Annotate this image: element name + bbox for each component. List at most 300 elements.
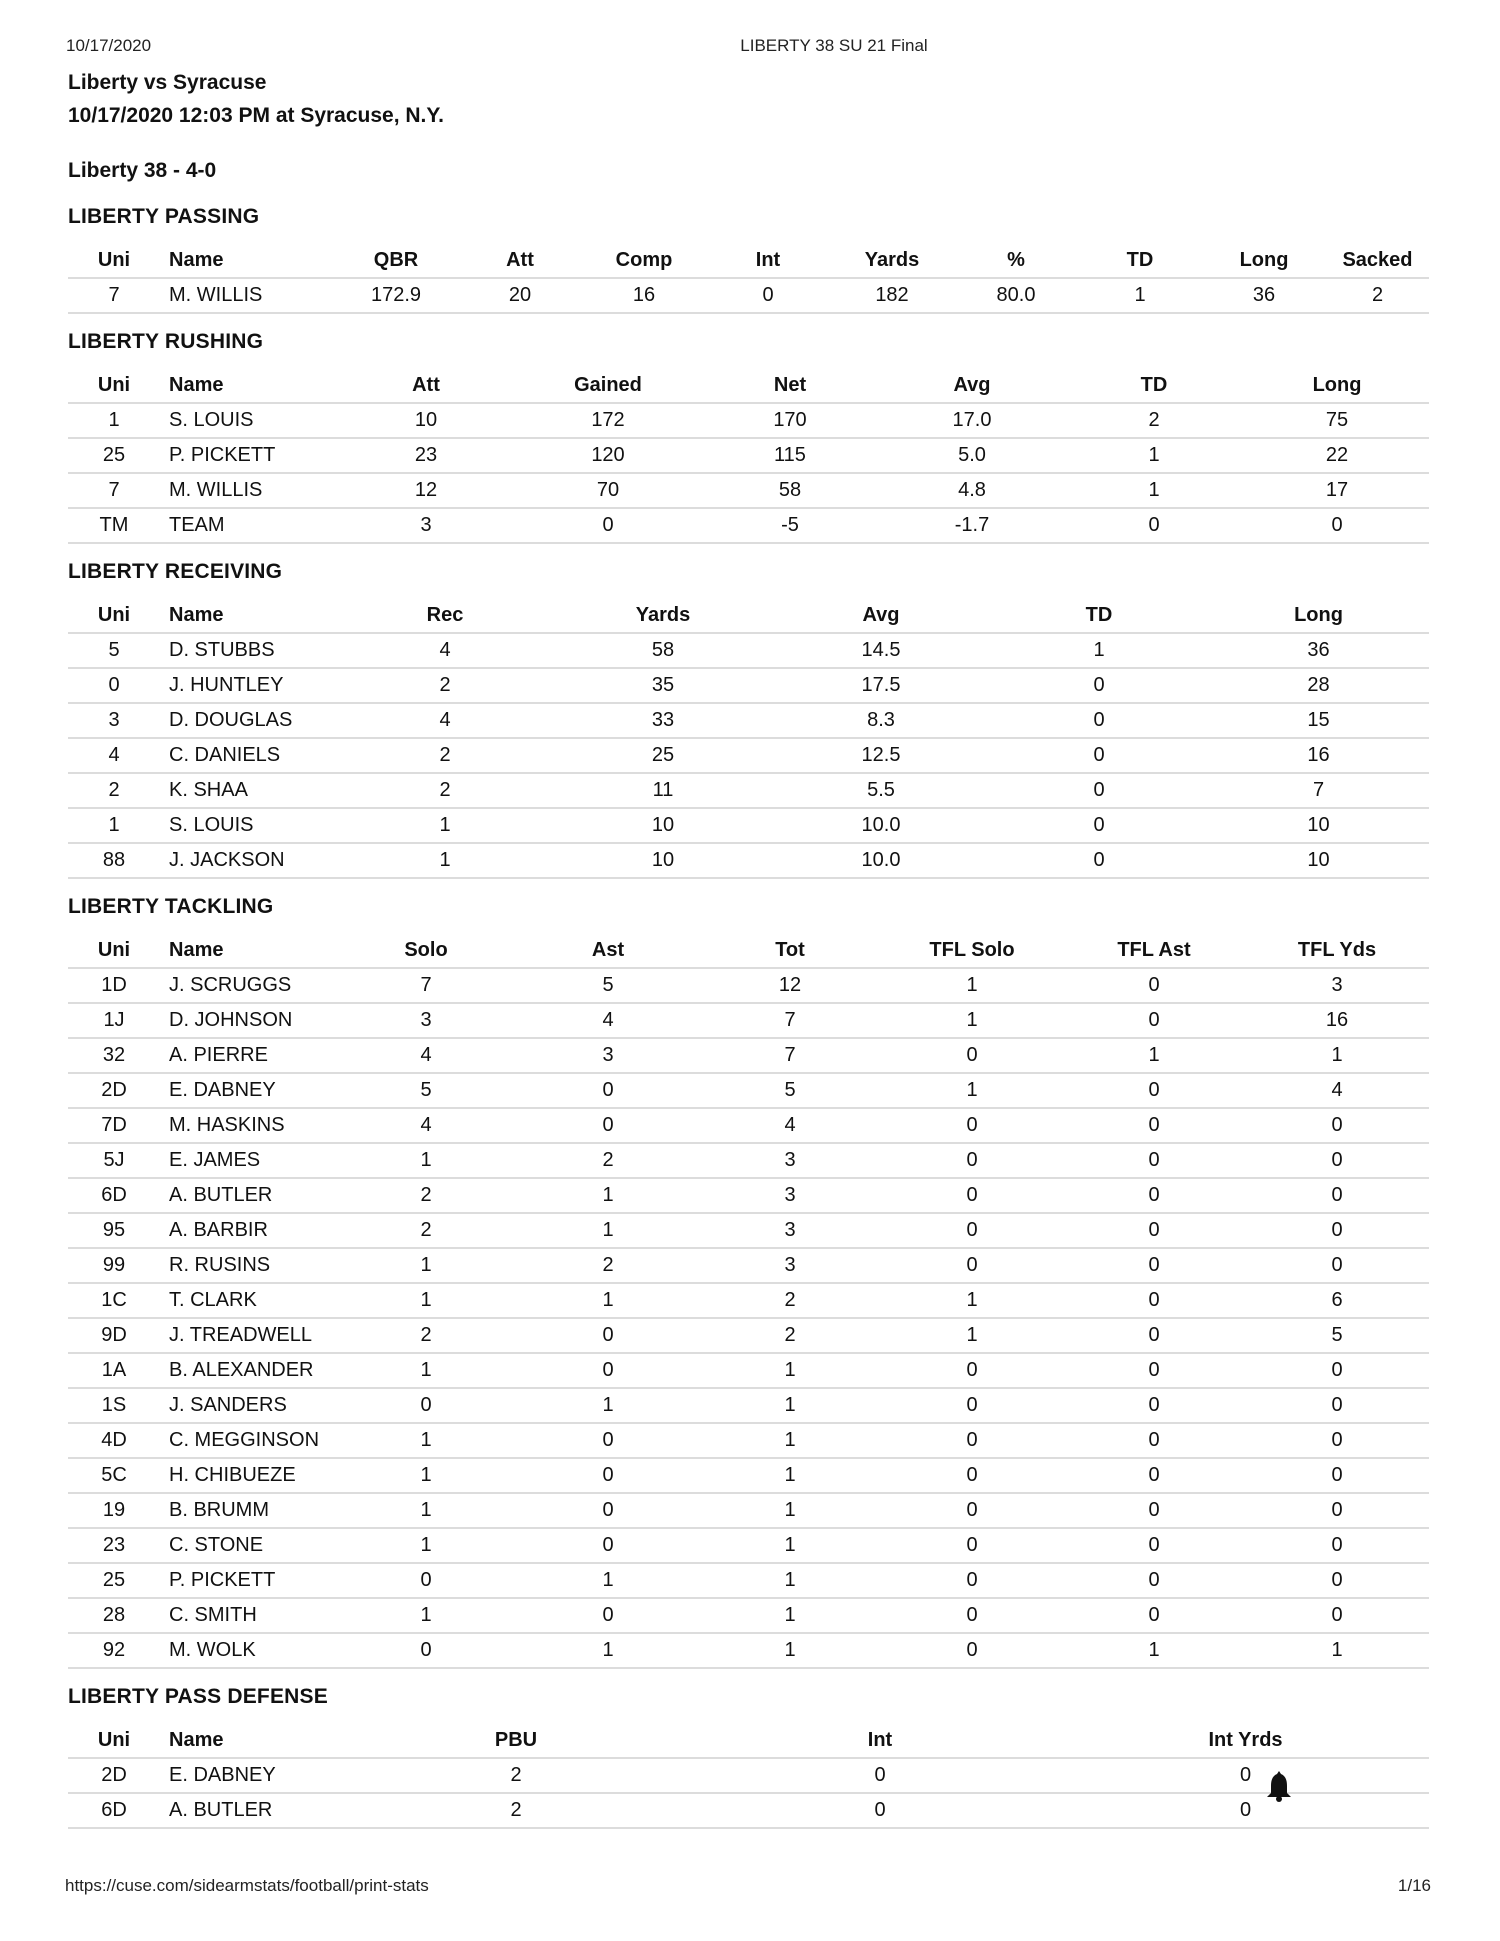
stat-cell: 14.5 — [772, 633, 990, 668]
stat-cell: 0 — [1245, 1213, 1429, 1248]
stat-cell: 0 — [1063, 1458, 1245, 1493]
table-header-row — [68, 934, 1429, 968]
player-name-cell: P. PICKETT — [160, 1563, 335, 1598]
uniform-cell: 5C — [68, 1458, 160, 1493]
column-header: Avg — [772, 599, 990, 633]
player-name-cell: M. WILLIS — [160, 278, 334, 313]
stat-cell: 4 — [335, 1108, 517, 1143]
stat-cell: 23 — [335, 438, 517, 473]
stat-cell: 0 — [881, 1178, 1063, 1213]
stat-cell: 1 — [881, 1318, 1063, 1353]
stat-cell: 10 — [554, 843, 772, 878]
stat-cell: 16 — [1245, 1003, 1429, 1038]
table-row — [68, 633, 1429, 668]
stat-cell: 1 — [517, 1388, 699, 1423]
stat-cell: 0 — [1063, 1073, 1245, 1108]
column-header: Yards — [554, 599, 772, 633]
uniform-cell: 1A — [68, 1353, 160, 1388]
player-name-cell: E. DABNEY — [160, 1073, 335, 1108]
player-name-cell: C. MEGGINSON — [160, 1423, 335, 1458]
stat-cell: 10 — [554, 808, 772, 843]
footer-url[interactable]: https://cuse.com/sidearmstats/football/print-stats — [65, 1876, 429, 1895]
stat-cell: 0 — [1245, 1178, 1429, 1213]
stat-cell: 3 — [517, 1038, 699, 1073]
player-name-cell: C. STONE — [160, 1528, 335, 1563]
stat-cell: 0 — [1245, 508, 1429, 543]
stat-cell: 0 — [990, 668, 1208, 703]
liberty-passing-heading: LIBERTY PASSING — [68, 205, 260, 228]
stat-cell: 0 — [1063, 1388, 1245, 1423]
stat-cell: 2 — [517, 1143, 699, 1178]
stat-cell: 0 — [1063, 1598, 1245, 1633]
column-header: Uni — [68, 244, 160, 278]
column-header: Name — [160, 599, 336, 633]
stat-cell: 0 — [881, 1633, 1063, 1668]
stat-cell: 0 — [335, 1633, 517, 1668]
stat-cell: 0 — [881, 1528, 1063, 1563]
column-header: Att — [335, 369, 517, 403]
stat-cell: 1 — [881, 968, 1063, 1003]
bell-icon[interactable] — [1266, 1770, 1292, 1802]
uniform-cell: 1 — [68, 808, 160, 843]
uniform-cell: 1J — [68, 1003, 160, 1038]
table-row — [68, 1493, 1429, 1528]
uniform-cell: 7 — [68, 473, 160, 508]
stat-cell: 0 — [881, 1388, 1063, 1423]
stat-cell: 0 — [1245, 1528, 1429, 1563]
stat-cell: 1 — [1063, 1038, 1245, 1073]
column-header: Att — [458, 244, 582, 278]
uniform-cell: 7D — [68, 1108, 160, 1143]
page-number: 1/16 — [1397, 1876, 1431, 1895]
stat-cell: 0 — [1245, 1388, 1429, 1423]
column-header: Rec — [336, 599, 554, 633]
stat-cell: 35 — [554, 668, 772, 703]
game-title: Liberty vs Syracuse — [68, 71, 267, 94]
stat-cell: 5 — [517, 968, 699, 1003]
game-subtitle: 10/17/2020 12:03 PM at Syracuse, N.Y. — [68, 104, 444, 127]
stat-cell: 10 — [1208, 843, 1429, 878]
stat-cell: 115 — [699, 438, 881, 473]
stat-cell: 182 — [830, 278, 954, 313]
stat-cell: 1 — [335, 1423, 517, 1458]
table-row — [68, 438, 1429, 473]
table-row — [68, 1388, 1429, 1423]
stat-cell: 7 — [1208, 773, 1429, 808]
column-header: TD — [1063, 369, 1245, 403]
table-header-row — [68, 1724, 1429, 1758]
stat-cell: 0 — [1062, 1793, 1429, 1828]
table-row — [68, 968, 1429, 1003]
liberty-pass-defense-table — [68, 1724, 1429, 1829]
stat-cell: 0 — [1063, 1178, 1245, 1213]
stat-cell: 4 — [699, 1108, 881, 1143]
column-header: Name — [160, 369, 335, 403]
table-row — [68, 1598, 1429, 1633]
stat-cell: 1 — [881, 1283, 1063, 1318]
stat-cell: 2 — [1326, 278, 1429, 313]
stat-cell: 1 — [335, 1528, 517, 1563]
uniform-cell: 2 — [68, 773, 160, 808]
stat-cell: 16 — [1208, 738, 1429, 773]
stat-cell: 17.5 — [772, 668, 990, 703]
stat-cell: 172.9 — [334, 278, 458, 313]
liberty-pass-defense-heading: LIBERTY PASS DEFENSE — [68, 1685, 328, 1708]
stat-cell: 4 — [336, 633, 554, 668]
table-row — [68, 473, 1429, 508]
table-row — [68, 843, 1429, 878]
column-header: Int — [706, 244, 830, 278]
stat-cell: 4 — [335, 1038, 517, 1073]
stat-cell: 0 — [990, 773, 1208, 808]
uniform-cell: 32 — [68, 1038, 160, 1073]
player-name-cell: E. DABNEY — [160, 1758, 334, 1793]
player-name-cell: D. JOHNSON — [160, 1003, 335, 1038]
column-header: Int Yrds — [1062, 1724, 1429, 1758]
stat-cell: 0 — [517, 1493, 699, 1528]
stat-cell: 7 — [699, 1003, 881, 1038]
player-name-cell: D. DOUGLAS — [160, 703, 336, 738]
column-header: Yards — [830, 244, 954, 278]
column-header: QBR — [334, 244, 458, 278]
stat-cell: 1 — [335, 1143, 517, 1178]
stat-cell: 1 — [517, 1283, 699, 1318]
uniform-cell: 23 — [68, 1528, 160, 1563]
stat-cell: 2 — [336, 773, 554, 808]
table-row — [68, 278, 1429, 313]
uniform-cell: 1D — [68, 968, 160, 1003]
player-name-cell: E. JAMES — [160, 1143, 335, 1178]
stat-cell: 0 — [1245, 1108, 1429, 1143]
uniform-cell: 9D — [68, 1318, 160, 1353]
stat-cell: 4 — [336, 703, 554, 738]
uniform-cell: 5 — [68, 633, 160, 668]
table-header-row — [68, 369, 1429, 403]
uniform-cell: 7 — [68, 278, 160, 313]
stat-cell: 0 — [990, 703, 1208, 738]
stat-cell: 5 — [1245, 1318, 1429, 1353]
stat-cell: 4 — [1245, 1073, 1429, 1108]
liberty-tackling-heading: LIBERTY TACKLING — [68, 895, 274, 918]
stat-cell: 8.3 — [772, 703, 990, 738]
stat-cell: 0 — [881, 1038, 1063, 1073]
stat-cell: 0 — [1063, 1423, 1245, 1458]
column-header: Avg — [881, 369, 1063, 403]
stat-cell: 0 — [881, 1143, 1063, 1178]
player-name-cell: TEAM — [160, 508, 335, 543]
stat-cell: 1 — [1078, 278, 1202, 313]
stat-cell: 1 — [335, 1598, 517, 1633]
stat-cell: 10 — [335, 403, 517, 438]
stat-cell: 17 — [1245, 473, 1429, 508]
stat-cell: 0 — [990, 808, 1208, 843]
player-name-cell: P. PICKETT — [160, 438, 335, 473]
stat-cell: 0 — [881, 1598, 1063, 1633]
player-name-cell: D. STUBBS — [160, 633, 336, 668]
stat-cell: 1 — [881, 1003, 1063, 1038]
table-row — [68, 1793, 1429, 1828]
uniform-cell: 2D — [68, 1073, 160, 1108]
stat-cell: -1.7 — [881, 508, 1063, 543]
stat-cell: 0 — [698, 1793, 1062, 1828]
stat-cell: 1 — [1245, 1633, 1429, 1668]
stat-cell: 7 — [699, 1038, 881, 1073]
stat-cell: 2 — [336, 668, 554, 703]
stat-cell: 17.0 — [881, 403, 1063, 438]
player-name-cell: J. HUNTLEY — [160, 668, 336, 703]
table-row — [68, 1283, 1429, 1318]
team-score: Liberty 38 - 4-0 — [68, 159, 217, 182]
stat-cell: 10 — [1208, 808, 1429, 843]
uniform-cell: 28 — [68, 1598, 160, 1633]
player-name-cell: A. PIERRE — [160, 1038, 335, 1073]
table-header-row — [68, 244, 1429, 278]
table-row — [68, 1528, 1429, 1563]
uniform-cell: 1S — [68, 1388, 160, 1423]
liberty-receiving-heading: LIBERTY RECEIVING — [68, 560, 283, 583]
stat-cell: 0 — [517, 1598, 699, 1633]
stat-cell: 1 — [699, 1353, 881, 1388]
uniform-cell: 92 — [68, 1633, 160, 1668]
table-row — [68, 1248, 1429, 1283]
stat-cell: 2 — [1063, 403, 1245, 438]
stat-cell: 0 — [1063, 508, 1245, 543]
column-header: Tot — [699, 934, 881, 968]
player-name-cell: A. BUTLER — [160, 1178, 335, 1213]
stat-cell: 0 — [1063, 1283, 1245, 1318]
stat-cell: 0 — [335, 1388, 517, 1423]
stat-cell: 3 — [699, 1143, 881, 1178]
stat-cell: 1 — [1245, 1038, 1429, 1073]
stat-cell: 0 — [881, 1108, 1063, 1143]
player-name-cell: C. SMITH — [160, 1598, 335, 1633]
stat-cell: 1 — [699, 1493, 881, 1528]
stats-sections — [68, 202, 1429, 1842]
stat-cell: 0 — [1062, 1758, 1429, 1793]
stat-cell: 3 — [699, 1248, 881, 1283]
table-row — [68, 403, 1429, 438]
column-header: Sacked — [1326, 244, 1429, 278]
stat-cell: 0 — [335, 1563, 517, 1598]
stat-cell: 2 — [334, 1793, 698, 1828]
stat-cell: 4.8 — [881, 473, 1063, 508]
stat-cell: 80.0 — [954, 278, 1078, 313]
stat-cell: 0 — [881, 1423, 1063, 1458]
stat-cell: 1 — [336, 843, 554, 878]
column-header: Uni — [68, 599, 160, 633]
stat-cell: 5 — [699, 1073, 881, 1108]
stat-cell: 1 — [517, 1563, 699, 1598]
player-name-cell: A. BUTLER — [160, 1793, 334, 1828]
column-header: Uni — [68, 934, 160, 968]
stat-cell: 3 — [699, 1178, 881, 1213]
stat-cell: 1 — [335, 1493, 517, 1528]
column-header: Ast — [517, 934, 699, 968]
stat-cell: 0 — [517, 1318, 699, 1353]
stat-cell: 0 — [698, 1758, 1062, 1793]
stat-cell: 0 — [1063, 1493, 1245, 1528]
stat-cell: 2 — [336, 738, 554, 773]
column-header: PBU — [334, 1724, 698, 1758]
column-header: TD — [990, 599, 1208, 633]
liberty-receiving-table — [68, 599, 1429, 879]
stat-cell: 2 — [699, 1318, 881, 1353]
player-name-cell: S. LOUIS — [160, 808, 336, 843]
stat-cell: 0 — [1063, 1318, 1245, 1353]
stat-cell: 0 — [1245, 1143, 1429, 1178]
uniform-cell: TM — [68, 508, 160, 543]
stat-cell: 1 — [990, 633, 1208, 668]
column-header: Name — [160, 1724, 334, 1758]
uniform-cell: 3 — [68, 703, 160, 738]
player-name-cell: T. CLARK — [160, 1283, 335, 1318]
stat-cell: 3 — [699, 1213, 881, 1248]
column-header: Comp — [582, 244, 706, 278]
uniform-cell: 88 — [68, 843, 160, 878]
stat-cell: 0 — [1245, 1598, 1429, 1633]
table-row — [68, 1073, 1429, 1108]
uniform-cell: 25 — [68, 1563, 160, 1598]
column-header: % — [954, 244, 1078, 278]
stat-cell: 1 — [335, 1248, 517, 1283]
player-name-cell: J. SCRUGGS — [160, 968, 335, 1003]
column-header: Int — [698, 1724, 1062, 1758]
stat-cell: 1 — [699, 1598, 881, 1633]
table-row — [68, 1563, 1429, 1598]
stat-cell: 1 — [699, 1633, 881, 1668]
table-row — [68, 808, 1429, 843]
stat-cell: 12.5 — [772, 738, 990, 773]
stat-cell: 1 — [336, 808, 554, 843]
player-name-cell: H. CHIBUEZE — [160, 1458, 335, 1493]
stat-cell: 22 — [1245, 438, 1429, 473]
column-header: Long — [1208, 599, 1429, 633]
player-name-cell: M. WOLK — [160, 1633, 335, 1668]
table-row — [68, 1633, 1429, 1668]
stat-cell: 12 — [335, 473, 517, 508]
table-row — [68, 1178, 1429, 1213]
column-header: Uni — [68, 1724, 160, 1758]
stat-cell: 0 — [1063, 1143, 1245, 1178]
stat-cell: 36 — [1208, 633, 1429, 668]
column-header: Uni — [68, 369, 160, 403]
stat-cell: 0 — [881, 1213, 1063, 1248]
stat-cell: 7 — [335, 968, 517, 1003]
stat-cell: 58 — [699, 473, 881, 508]
column-header: Long — [1202, 244, 1326, 278]
stat-cell: 6 — [1245, 1283, 1429, 1318]
stat-cell: 0 — [517, 1528, 699, 1563]
stat-cell: 12 — [699, 968, 881, 1003]
stat-cell: 0 — [1063, 1528, 1245, 1563]
stat-cell: 0 — [881, 1353, 1063, 1388]
stat-cell: 28 — [1208, 668, 1429, 703]
stat-cell: 172 — [517, 403, 699, 438]
stat-cell: 0 — [1063, 1353, 1245, 1388]
player-name-cell: A. BARBIR — [160, 1213, 335, 1248]
liberty-passing-table — [68, 244, 1429, 314]
stat-cell: 5.5 — [772, 773, 990, 808]
stat-cell: 0 — [881, 1458, 1063, 1493]
stat-cell: 1 — [699, 1458, 881, 1493]
stat-cell: 2 — [517, 1248, 699, 1283]
stat-cell: 0 — [1063, 1108, 1245, 1143]
stat-cell: 10.0 — [772, 808, 990, 843]
column-header: Long — [1245, 369, 1429, 403]
table-row — [68, 1213, 1429, 1248]
stat-cell: 1 — [1063, 1633, 1245, 1668]
player-name-cell: B. ALEXANDER — [160, 1353, 335, 1388]
column-header: Name — [160, 244, 334, 278]
table-row — [68, 1353, 1429, 1388]
stat-cell: 1 — [517, 1213, 699, 1248]
stat-cell: 0 — [706, 278, 830, 313]
uniform-cell: 4D — [68, 1423, 160, 1458]
stat-cell: 0 — [517, 1423, 699, 1458]
stat-cell: 0 — [1245, 1423, 1429, 1458]
stat-cell: 1 — [1063, 473, 1245, 508]
uniform-cell: 2D — [68, 1758, 160, 1793]
stat-cell: 4 — [517, 1003, 699, 1038]
column-header: TD — [1078, 244, 1202, 278]
column-header: TFL Yds — [1245, 934, 1429, 968]
uniform-cell: 4 — [68, 738, 160, 773]
table-row — [68, 1758, 1429, 1793]
stat-cell: 1 — [699, 1563, 881, 1598]
uniform-cell: 6D — [68, 1178, 160, 1213]
stat-cell: 1 — [1063, 438, 1245, 473]
stat-cell: 70 — [517, 473, 699, 508]
stat-cell: 0 — [517, 508, 699, 543]
stat-cell: 1 — [881, 1073, 1063, 1108]
uniform-cell: 95 — [68, 1213, 160, 1248]
uniform-cell: 1C — [68, 1283, 160, 1318]
stat-cell: 2 — [335, 1318, 517, 1353]
table-row — [68, 703, 1429, 738]
stat-cell: 170 — [699, 403, 881, 438]
stat-cell: 20 — [458, 278, 582, 313]
table-row — [68, 1318, 1429, 1353]
table-row — [68, 1108, 1429, 1143]
player-name-cell: K. SHAA — [160, 773, 336, 808]
stat-cell: 0 — [1063, 1248, 1245, 1283]
stat-cell: 0 — [1245, 1563, 1429, 1598]
uniform-cell: 6D — [68, 1793, 160, 1828]
table-row — [68, 508, 1429, 543]
player-name-cell: M. WILLIS — [160, 473, 335, 508]
stat-cell: 2 — [335, 1178, 517, 1213]
stat-cell: 3 — [1245, 968, 1429, 1003]
column-header: TFL Ast — [1063, 934, 1245, 968]
column-header: TFL Solo — [881, 934, 1063, 968]
stat-cell: 0 — [881, 1563, 1063, 1598]
stat-cell: 0 — [517, 1458, 699, 1493]
stat-cell: 2 — [335, 1213, 517, 1248]
stat-cell: 5 — [335, 1073, 517, 1108]
stat-cell: 1 — [335, 1283, 517, 1318]
player-name-cell: J. TREADWELL — [160, 1318, 335, 1353]
column-header: Solo — [335, 934, 517, 968]
column-header: Name — [160, 934, 335, 968]
stat-cell: 0 — [990, 843, 1208, 878]
stat-cell: -5 — [699, 508, 881, 543]
table-row — [68, 1038, 1429, 1073]
liberty-rushing-table — [68, 369, 1429, 544]
stat-cell: 25 — [554, 738, 772, 773]
stat-cell: 0 — [1245, 1458, 1429, 1493]
stat-cell: 0 — [1245, 1248, 1429, 1283]
uniform-cell: 99 — [68, 1248, 160, 1283]
